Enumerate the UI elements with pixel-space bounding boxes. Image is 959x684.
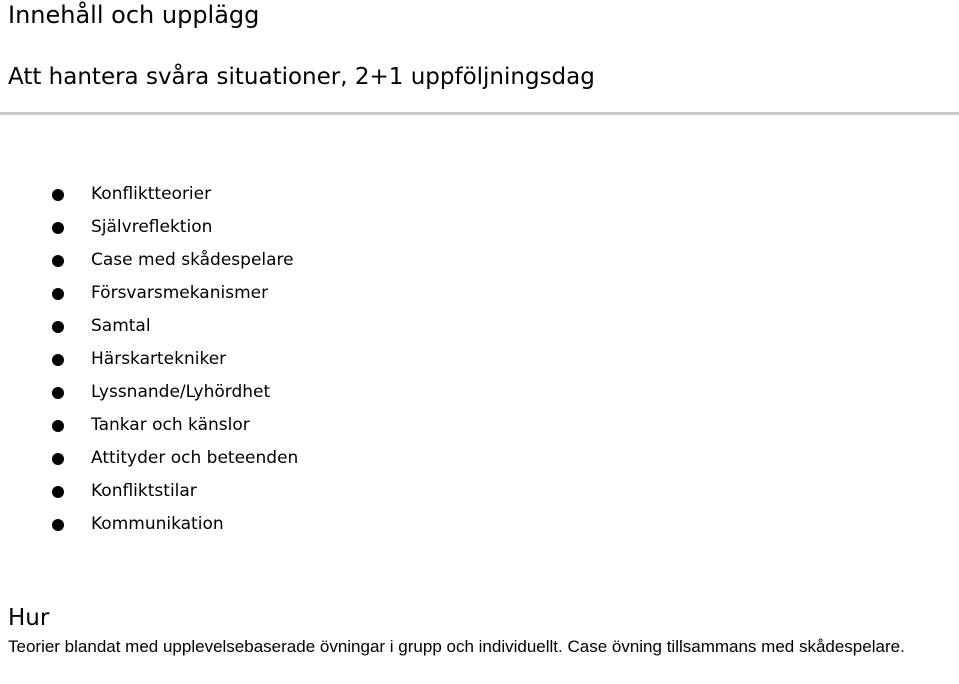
page-title: Innehåll och upplägg bbox=[8, 1, 260, 29]
list-item-label: Attityder och beteenden bbox=[91, 448, 299, 468]
list-item-label: Konfliktstilar bbox=[91, 481, 197, 501]
list-item-label: Kommunikation bbox=[91, 514, 224, 534]
list-item-label: Härskartekniker bbox=[91, 349, 227, 369]
header-divider bbox=[0, 112, 959, 115]
list-item-label: Självreflektion bbox=[91, 217, 213, 237]
bullet-icon bbox=[52, 189, 64, 201]
list-item-label: Försvarsmekanismer bbox=[91, 283, 269, 303]
list-item-label: Samtal bbox=[91, 316, 151, 336]
bullet-icon bbox=[52, 222, 64, 234]
bullet-icon bbox=[52, 453, 64, 465]
bullet-icon bbox=[52, 288, 64, 300]
list-item-label: Konfliktteorier bbox=[91, 184, 212, 204]
section-title-hur: Hur bbox=[8, 605, 50, 631]
list-item-label: Tankar och känslor bbox=[91, 415, 250, 435]
bullet-icon bbox=[52, 354, 64, 366]
bullet-icon bbox=[52, 420, 64, 432]
page-subtitle: Att hantera svåra situationer, 2+1 uppföljningsdag bbox=[8, 64, 595, 90]
bullet-icon bbox=[52, 387, 64, 399]
list-item-label: Case med skådespelare bbox=[91, 250, 294, 270]
section-text-hur: Teorier blandat med upplevelsebaserade övningar i grupp och individuellt. Case övning tillsammans med skådespelare. bbox=[8, 637, 905, 656]
bullet-icon bbox=[52, 519, 64, 531]
bullet-icon bbox=[52, 486, 64, 498]
list-item-label: Lyssnande/Lyhördhet bbox=[91, 382, 271, 402]
bullet-icon bbox=[52, 321, 64, 333]
bullet-icon bbox=[52, 255, 64, 267]
